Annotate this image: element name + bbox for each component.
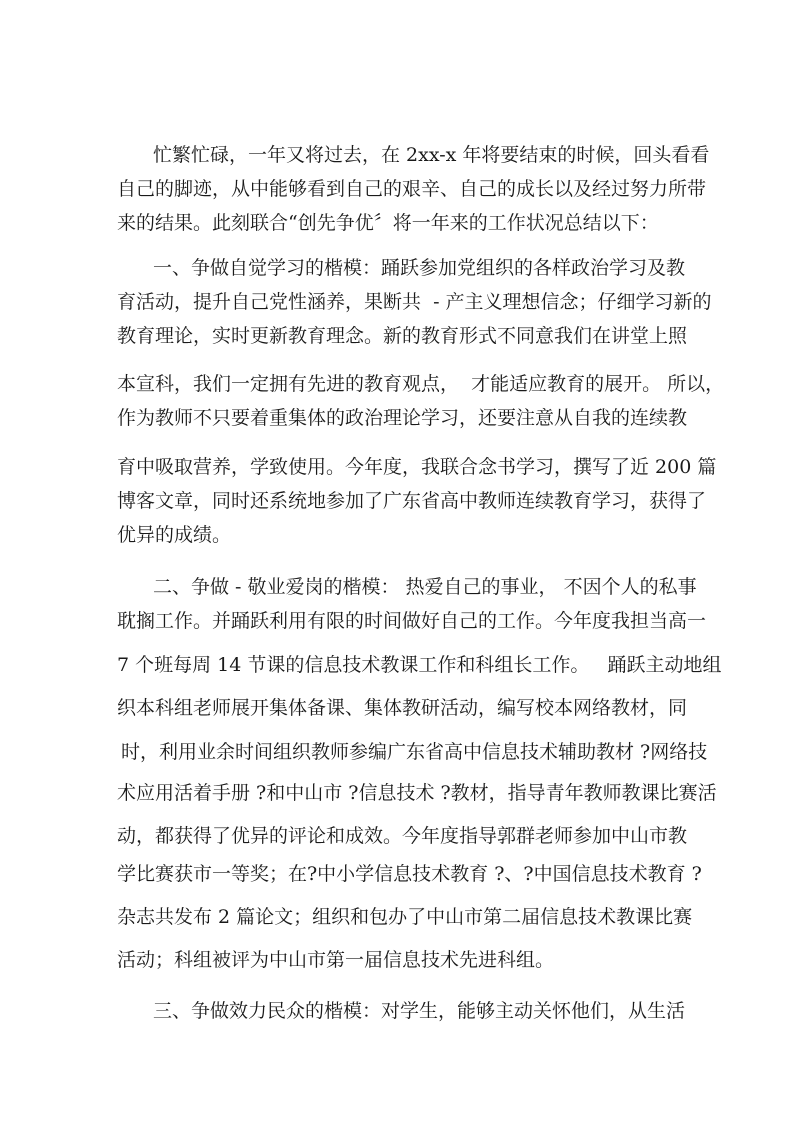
- text-line: 时，利用业余时间组织教师参编广东省高中信息技术辅助教材 ?网络技: [121, 741, 708, 763]
- text-line: 育中吸取营养，学致使用。今年度，我联合念书学习，撰写了近 200 篇: [117, 456, 717, 478]
- text-line: 博客文章，同时还系统地参加了广东省高中教师连续教育学习，获得了: [117, 490, 707, 512]
- text-line: 自己的脚迹，从中能够看到自己的艰辛、自己的成长以及经过努力所带: [117, 178, 707, 200]
- text-line: 学比赛获市一等奖；在?中小学信息技术教育 ?、?中国信息技术教育 ?: [117, 863, 702, 885]
- text-line: 活动；科组被评为中山市第一届信息技术先进科组。: [117, 949, 555, 971]
- text-line: 优异的成绩。: [117, 524, 232, 546]
- text-line: 三、争做效力民众的楷模：对学生，能够主动关怀他们，从生活: [153, 1000, 686, 1022]
- text-line: 作为教师不只要着重集体的政治理论学习，还要注意从自我的连续教: [117, 407, 688, 429]
- text-line: 动，都获得了优异的评论和成效。今年度指导郭群老师参加中山市教: [117, 825, 688, 847]
- text-line: 术应用活着手册 ?和中山市 ?信息技术 ?教材，指导青年教师教课比赛活: [117, 782, 717, 804]
- text-line: 织本科组老师展开集体备课、集体教研活动，编写校本网络教材，同: [117, 697, 688, 719]
- text-line: 耽搁工作。并踊跃利用有限的时间做好自己的工作。今年度我担当高一: [117, 610, 707, 632]
- text-line: 一、争做自觉学习的楷模：踊跃参加党组织的各样政治学习及教: [153, 257, 686, 279]
- text-line: 杂志共发布 2 篇论文；组织和包办了中山市第二届信息技术教课比赛: [117, 906, 693, 928]
- text-line: 育活动，提升自己党性涵养，果断共 - 产主义理想信念；仔细学习新的: [117, 291, 712, 313]
- text-line: 忙繁忙碌，一年又将过去，在 2xx-x 年将要结束的时候，回头看看: [153, 144, 710, 166]
- text-line: 7 个班每周 14 节课的信息技术教课工作和科组长工作。 踊跃主动地组: [117, 654, 722, 676]
- text-line: 二、争做 - 敬业爱岗的楷模： 热爱自己的事业， 不因个人的私事: [153, 576, 697, 598]
- text-line: 本宣科，我们一定拥有先进的教育观点， 才能适应教育的展开。 所以，: [117, 373, 725, 395]
- text-line: 教育理论，实时更新教育理念。新的教育形式不同意我们在讲堂上照: [117, 325, 688, 347]
- text-line: 来的结果。此刻联合“创先争优〞将一年来的工作状况总结以下：: [117, 212, 659, 234]
